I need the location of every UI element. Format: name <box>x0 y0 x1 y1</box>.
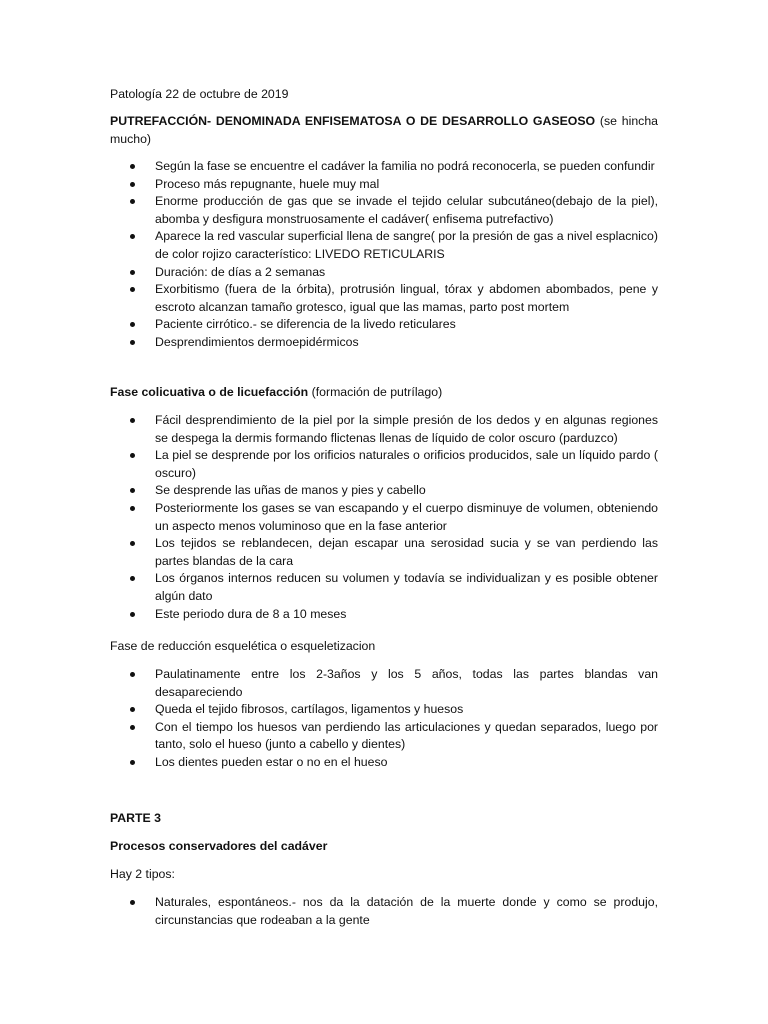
bullet-icon <box>130 576 135 581</box>
list-item: Posteriormente los gases se van escapando y el cuerpo disminuye de volumen, obteniendo un aspecto menos voluminoso que en la fase anterior <box>110 500 658 535</box>
colliquative-heading-bold: Fase colicuativa o de licuefacción <box>110 385 309 399</box>
list-item: Paciente cirrótico.- se diferencia de la livedo reticulares <box>110 316 658 334</box>
list-item: Aparece la red vascular superficial llena de sangre( por la presión de gas a nivel esplacnico) de color rojizo característico: LIVEDO RETICULARIS <box>110 228 658 263</box>
bullet-icon <box>130 340 135 345</box>
date-line: Patología 22 de octubre de 2019 <box>110 87 289 101</box>
list-item: Los órganos internos reducen su volumen y todavía se individualizan y es posible obtener algún dato <box>110 570 658 605</box>
colliquative-heading <box>110 384 658 402</box>
part3-label: PARTE 3 <box>110 811 162 825</box>
part3-heading: Procesos conservadores del cadáver <box>110 839 328 853</box>
list-item: Naturales, espontáneos.- nos da la datación de la muerte donde y como se produjo, circunstancias que rodeaban a la gente <box>110 894 658 929</box>
bullet-icon <box>130 900 135 905</box>
list-item: Se desprende las uñas de manos y pies y cabello <box>110 482 658 500</box>
list-item: Paulatinamente entre los 2-3años y los 5 años, todas las partes blandas van desapareciendo <box>110 666 658 701</box>
bullet-icon <box>130 182 135 187</box>
list-item: Enorme producción de gas que se invade el tejido celular subcutáneo(debajo de la piel), abomba y desfigura monstruosamente el cadáver( enfisema putrefactivo) <box>110 193 658 228</box>
bullet-icon <box>130 725 135 730</box>
list-item: Con el tiempo los huesos van perdiendo las articulaciones y quedan separados, luego por tanto, solo el hueso (junto a cabello y dientes) <box>110 719 658 754</box>
bullet-icon <box>130 612 135 617</box>
list-item: Proceso más repugnante, huele muy mal <box>110 176 658 194</box>
types-intro: Hay 2 tipos: <box>110 867 175 881</box>
list-item: Queda el tejido fibrosos, cartílagos, ligamentos y huesos <box>110 701 658 719</box>
list-item: La piel se desprende por los orificios naturales o orificios producidos, sale un líquido pardo ( oscuro) <box>110 447 658 482</box>
bullet-icon <box>130 488 135 493</box>
putrefaction-list <box>110 158 658 352</box>
list-item: Duración: de días a 2 semanas <box>110 264 658 282</box>
bullet-icon <box>130 672 135 677</box>
putrefaction-heading-note: (se hincha mucho) <box>110 114 659 146</box>
list-item: Según la fase se encuentre el cadáver la familia no podrá reconocerla, se pueden confundir <box>110 158 658 176</box>
bullet-icon <box>130 234 135 239</box>
bullet-icon <box>130 322 135 327</box>
list-item: Desprendimientos dermoepidérmicos <box>110 334 658 352</box>
colliquative-list <box>110 412 658 623</box>
bullet-icon <box>130 760 135 765</box>
part3-list <box>110 894 658 929</box>
bullet-icon <box>130 270 135 275</box>
bullet-icon <box>130 707 135 712</box>
bullet-icon <box>130 453 135 458</box>
putrefaction-heading-bold: PUTREFACCIÓN- DENOMINADA ENFISEMATOSA O DE DESARROLLO GASEOSO <box>110 114 596 128</box>
bullet-icon <box>130 164 135 169</box>
list-item: Exorbitismo (fuera de la órbita), protrusión lingual, tórax y abdomen abombados, pene y escroto alcanzan tamaño grotesco, igual que las mamas, parto post mortem <box>110 281 658 316</box>
bullet-icon <box>130 287 135 292</box>
bullet-icon <box>130 541 135 546</box>
list-item: Fácil desprendimiento de la piel por la simple presión de los dedos y en algunas regiones se despega la dermis formando flictenas llenas de líquido de color oscuro (parduzco) <box>110 412 658 447</box>
bullet-icon <box>130 199 135 204</box>
list-item: Los tejidos se reblandecen, dejan escapar una serosidad sucia y se van perdiendo las partes blandas de la cara <box>110 535 658 570</box>
list-item: Este periodo dura de 8 a 10 meses <box>110 606 658 624</box>
list-item: Los dientes pueden estar o no en el hueso <box>110 754 658 772</box>
putrefaction-heading <box>110 113 658 148</box>
bullet-icon <box>130 418 135 423</box>
skeletal-heading: Fase de reducción esquelética o esqueletizacion <box>110 639 376 653</box>
bullet-icon <box>130 506 135 511</box>
skeletal-list <box>110 666 658 772</box>
colliquative-heading-note: (formación de putrílago) <box>308 385 443 399</box>
